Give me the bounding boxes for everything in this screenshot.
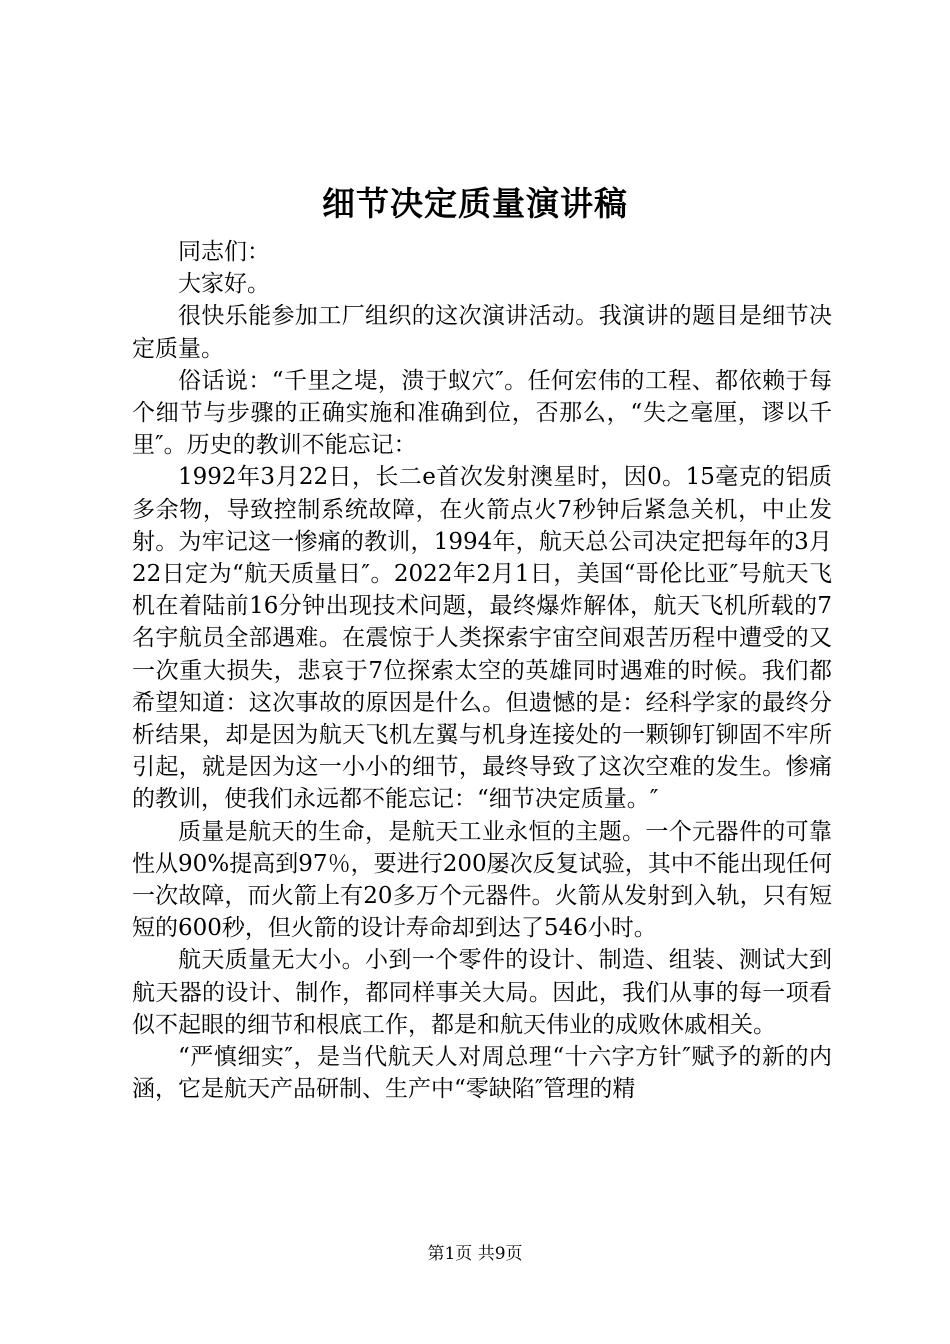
paragraph-salutation: 同志们： bbox=[178, 239, 270, 265]
paragraph-strict-careful: “严慎细实″，是当代航天人对周总理“十六字方针″赋予的新的内涵，它是航天产品研制、生产中“零缺陷″管理的精 bbox=[132, 1044, 832, 1103]
document-body bbox=[132, 236, 832, 1105]
document-title: 细节决定质量演讲稿 bbox=[322, 184, 628, 223]
page-footer: 第1页 共9页 bbox=[427, 1244, 523, 1264]
paragraph-no-small-quality: 航天质量无大小。小到一个零件的设计、制造、组装、测试大到航天器的设计、制作，都同样事关大局。因此，我们从事的每一项看似不起眼的细节和根底工作，都是和航天伟业的成败休戚相关。 bbox=[132, 947, 832, 1038]
paragraph-greeting: 大家好。 bbox=[178, 271, 270, 298]
paragraph-proverb: 俗话说：“千里之堤，溃于蚁穴″。任何宏伟的工程、都依赖于每个细节与步骤的正确实施和准确到位，否那么，“失之毫厘，谬以千里″。历史的教训不能忘记： bbox=[132, 367, 832, 459]
paragraph-intro: 很快乐能参加工厂组织的这次演讲活动。我演讲的题目是细节决定质量。 bbox=[132, 303, 832, 362]
paragraph-history: 1992年3月22日，长二e首次发射澳星时，因0。15毫克的铝质多余物，导致控制系统故障，在火箭点火7秒钟后紧急关机，中止发射。为牢记这一惨痛的教训，1994年，航天总公司决定把每年的3月22日定为“航天质量日″。2022年2月1日，美国“哥伦比亚″号航天飞机在着陆前16分钟出现技术问题，最终爆炸解体，航天飞机所载的7名宇航员全部遇难。在震惊于人类探索宇宙空间艰苦历程中遭受的又一次重大损失，悲哀于7位探索太空的英雄同时遇难的时候。我们都希望知道：这次事故的原因是什么。但遗憾的是：经科学家的最终分析结果，却是因为航天飞机左翼与机身连接处的一颗铆钉铆固不牢所引起，就是因为这一小小的细节，最终导致了这次空难的发生。惨痛的教训，使我们永远都不能忘记：“细节决定质量。″ bbox=[132, 464, 832, 813]
paragraph-quality-life: 质量是航天的生命，是航天工业永恒的主题。一个元器件的可靠性从90%提高到97％，要进行200屡次反复试验，其中不能出现任何一次故障，而火箭上有20多万个元器件。火箭从发射到入轨，只有短短的600秒，但火箭的设计寿命却到达了546小时。 bbox=[132, 818, 832, 942]
